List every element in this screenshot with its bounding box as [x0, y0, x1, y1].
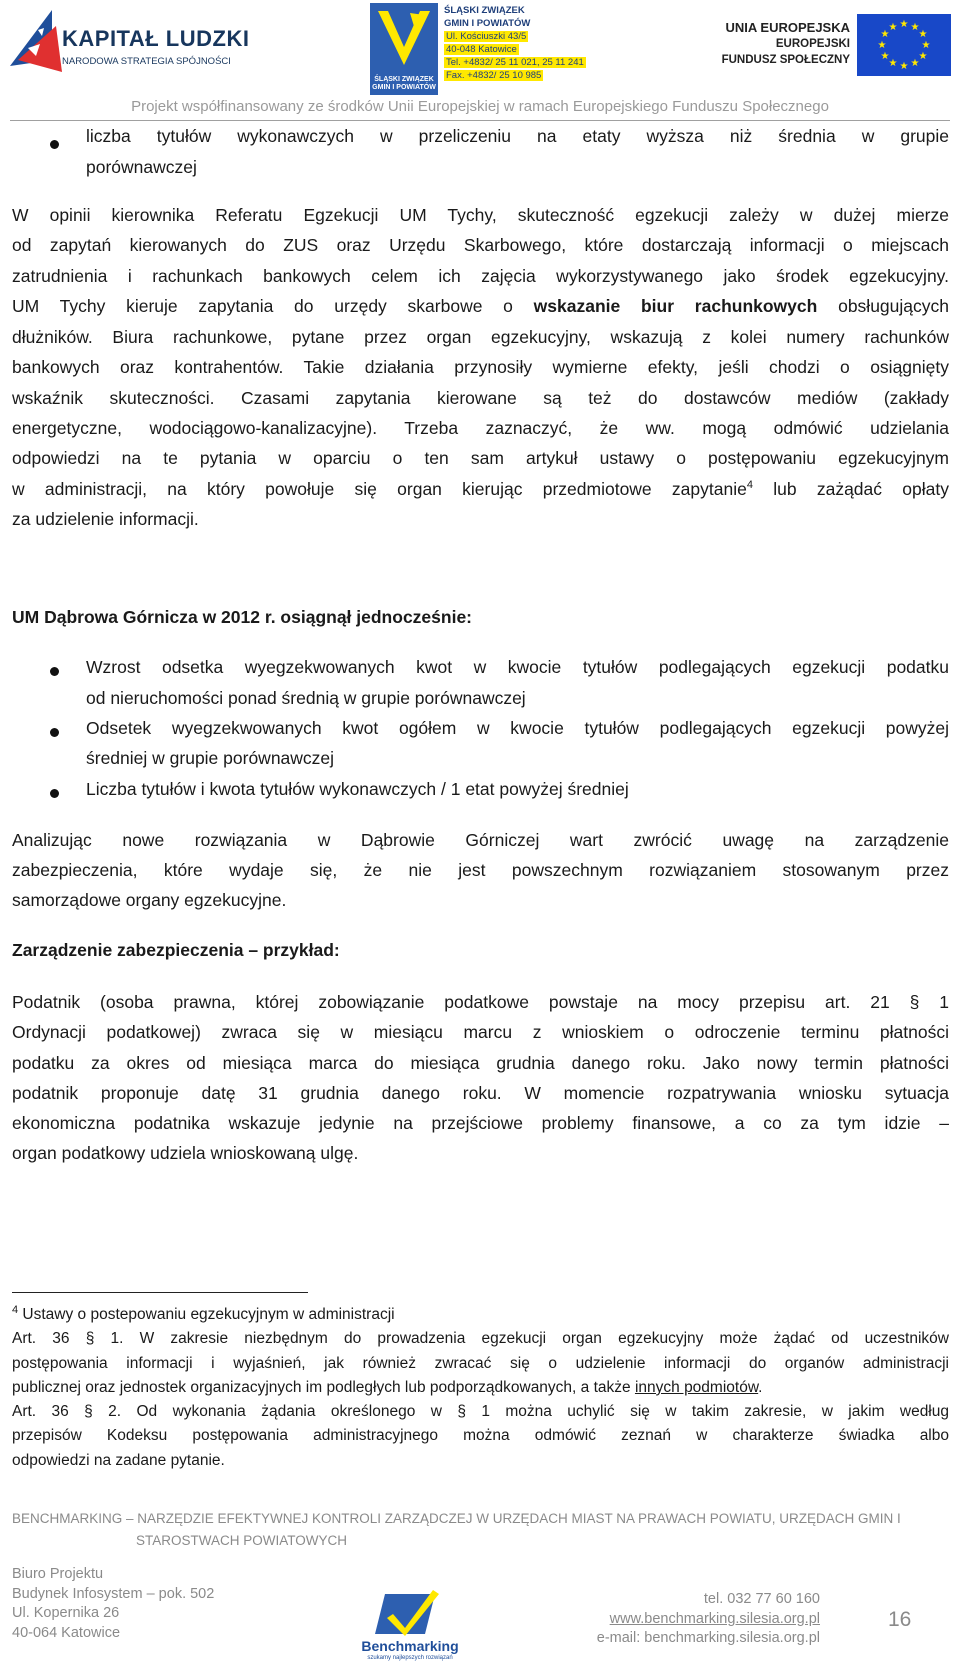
- bold-phrase: wskazanie biur rachunkowych: [533, 296, 818, 316]
- section-heading: UM Dąbrowa Górnicza w 2012 r. osiągnął jednocześnie:: [12, 607, 472, 627]
- eu-flag-icon: [857, 14, 951, 76]
- paragraph-line: ekonomiczna podatnika wskazuje jedynie na przejściowe problemy finansowe, a co za tym idzie –: [12, 1113, 949, 1133]
- svg-text:★: ★: [918, 29, 928, 40]
- footnote-line: publicznej oraz jednostek organizacyjnych im podległych lub podporządkowanych, a także innych podmiotów.: [12, 1379, 763, 1396]
- bullet-dot: [50, 728, 59, 737]
- bullet-dot: [50, 140, 59, 149]
- page-number: 16: [888, 1608, 912, 1631]
- footer-title-line-2: STAROSTWACH POWIATOWYCH: [136, 1533, 347, 1548]
- footnote-title: $^4$ Ustawy o postepowaniu egzekucyjnym w administracji: [12, 1303, 395, 1323]
- paragraph-line: zabezpieczenia, które wydaje się, że nie jest powszechnym rozwiązaniem stosowanym przez: [12, 860, 949, 880]
- paragraph-line: dłużników. Biura rachunkowe, pytane przez organ egzekucyjny, wskazują z kolei numery rachunków: [12, 327, 949, 347]
- paragraph-line: UM Tychy kieruje zapytania do urzędy skarbowe o wskazanie biur rachunkowych obsługujących: [12, 296, 949, 316]
- footnote-line: przepisów Kodeksu postępowania administracyjnego można odmówić zeznań w charakterze świadka albo: [12, 1427, 949, 1444]
- paragraph-line: podatnik proponuje datę 31 grudnia danego roku. W momencie rozpatrywania wniosku sytuacja: [12, 1083, 949, 1103]
- eu-text-block: [700, 20, 850, 68]
- ssgp-tel: Tel. +4832/ 25 11 021, 25 11 241: [446, 57, 584, 68]
- paragraph-line: w administracji, na który powołuje się organ kierując przedmiotowe zapytanie$^4$ lub zażądać opłaty: [12, 479, 949, 499]
- eu-line-1: UNIA EUROPEJSKA: [725, 20, 850, 35]
- bullet-text: od nieruchomości ponad średnią w grupie porównawczej: [86, 688, 526, 708]
- eu-line-2: EUROPEJSKI: [775, 38, 850, 50]
- benchmarking-logo-tagline: szukamy najlepszych rozwiązań: [367, 1655, 453, 1661]
- address-line: Ul. Kopernika 26: [12, 1605, 120, 1622]
- paragraph-line: Podatnik (osoba prawna, której zobowiązanie podatkowe powstaje na mocy przepisu art. 21 § 1: [12, 992, 949, 1012]
- bullet-text: Odsetek wyegzekwowanych kwot ogółem w kwocie tytułów podlegających egzekucji powyżej: [86, 718, 949, 738]
- footer-website-link[interactable]: www.benchmarking.silesia.org.pl: [609, 1610, 820, 1627]
- footnote-ref: 4: [746, 479, 753, 492]
- footer-title-line-1: BENCHMARKING – NARZĘDZIE EFEKTYWNEJ KONTROLI ZARZĄDCZEJ W URZĘDACH MIAST NA PRAWACH POWIATU, URZĘDACH GMIN I: [12, 1511, 901, 1526]
- ssgp-city: 40-048 Katowice: [446, 44, 517, 55]
- paragraph-line: samorządowe organy egzekucyjne.: [12, 890, 287, 910]
- footer-contact: [580, 1590, 820, 1649]
- footnote-number: 4: [12, 1303, 19, 1316]
- benchmarking-logo-name: Benchmarking: [361, 1638, 459, 1654]
- svg-text:★: ★: [880, 29, 890, 40]
- eu-line-3: FUNDUSZ SPOŁECZNY: [721, 54, 850, 66]
- ssgp-street: Ul. Kościuszki 43/5: [446, 31, 527, 42]
- footnote-line: odpowiedzi na zadane pytanie.: [12, 1452, 225, 1469]
- svg-text:★: ★: [899, 61, 909, 72]
- svg-text:★: ★: [888, 22, 898, 33]
- paragraph-line: W opinii kierownika Referatu Egzekucji UM Tychy, skuteczność egzekucji zależy w dużej mierze: [12, 205, 949, 225]
- section-heading: Zarządzenie zabezpieczenia – przykład:: [12, 940, 340, 960]
- ssgp-contact: [444, 4, 586, 82]
- bullet-text: Liczba tytułów i kwota tytułów wykonawczych / 1 etat powyżej średniej: [86, 779, 629, 799]
- paragraph-line: od zapytań kierowanych do ZUS oraz Urzędu Skarbowego, które dostarczają informacji o miejscach: [12, 235, 949, 255]
- svg-text:★: ★: [888, 58, 898, 69]
- footnote-divider: [12, 1292, 308, 1293]
- kapital-ludzki-subtitle: NARODOWA STRATEGIA SPÓJNOŚCI: [62, 56, 231, 67]
- paragraph-line: Analizując nowe rozwiązania w Dąbrowie Górniczej wart zwrócić uwagę na zarządzenie: [12, 830, 949, 850]
- paragraph-line: energetyczne, wodociągowo-kanalizacyjne). Trzeba zaznaczyć, że ww. mogą odmówić udzielania: [12, 418, 949, 438]
- footnote-line: Art. 36 § 1. W zakresie niezbędnym do prowadzenia egzekucji organ egzekucyjny może żądać od uczestników: [12, 1330, 949, 1347]
- footer-title: [12, 1508, 912, 1552]
- ssgp-name-2: GMIN I POWIATÓW: [444, 18, 531, 29]
- footer-email: e-mail: benchmarking.silesia.org.pl: [596, 1630, 820, 1647]
- address-line: Biuro Projektu: [12, 1566, 104, 1582]
- ssgp-fax: Fax. +4832/ 25 10 985: [446, 70, 542, 81]
- paragraph-line: podatku za okres od miesiąca marca do miesiąca grudnia danego roku. Jako nowy termin płatności: [12, 1053, 949, 1073]
- paragraph-line: Ordynacji podatkowej) zwraca się w miesiącu marcu z wnioskiem o odroczenie terminu płatności: [12, 1022, 949, 1042]
- bullet-dot: [50, 667, 59, 676]
- bullet-text: liczba tytułów wykonawczych w przeliczeniu na etaty wyższa niż średnia w grupie: [86, 126, 949, 146]
- kapital-ludzki-title: KAPITAŁ LUDZKI: [62, 26, 250, 51]
- svg-text:★: ★: [877, 40, 887, 51]
- paragraph-line: wskaźnik skuteczności. Czasami zapytania kierowane są też do dostawców mediów (zakłady: [12, 388, 949, 408]
- bullet-text: Wzrost odsetka wyegzekwowanych kwot w kwocie tytułów podlegających egzekucji podatku: [86, 657, 949, 677]
- ssgp-logo-caption: ŚLĄSKI ZWIĄZEK GMIN I POWIATÓW: [372, 76, 436, 91]
- footnote-line: Art. 36 § 2. Od wykonania żądania określonego w § 1 można uchylić się w takim zakresie, w jakim według: [12, 1403, 949, 1420]
- paragraph-line: odpowiedzi na te pytania w oparciu o ten sam artykuł ustawy o postępowaniu egzekucyjnym: [12, 448, 949, 468]
- address-line: 40-064 Katowice: [12, 1624, 121, 1641]
- bullet-dot: [50, 789, 59, 798]
- bullet-text: średniej w grupie porównawczej: [86, 748, 335, 768]
- bullet-text: porównawczej: [86, 157, 197, 177]
- paragraph-line: organ podatkowy udziela wnioskowaną ulgę.: [12, 1143, 359, 1163]
- svg-text:★: ★: [880, 51, 890, 62]
- address-line: Budynek Infosystem – pok. 502: [12, 1585, 215, 1602]
- svg-text:★: ★: [918, 51, 928, 62]
- paragraph-line: bankowych oraz kontrahentów. Takie działania przynosiły wymierne efekty, jeśli chodzi o osiągnięty: [12, 357, 949, 377]
- ssgp-name-1: ŚLĄSKI ZWIĄZEK: [444, 5, 525, 16]
- footnote-link[interactable]: innych podmiotów: [634, 1379, 759, 1396]
- svg-text:★: ★: [910, 58, 920, 69]
- footer-address: [12, 1565, 214, 1643]
- svg-text:★: ★: [899, 19, 909, 30]
- footer-phone: tel. 032 77 60 160: [703, 1591, 820, 1607]
- project-cofinancing-line: Projekt współfinansowany ze środków Unii Europejskiej w ramach Europejskiego Funduszu Społecznego: [131, 98, 829, 115]
- paragraph-line: za udzielenie informacji.: [12, 509, 199, 529]
- svg-text:★: ★: [921, 40, 931, 51]
- footnote-line: postępowania informacji i wyjaśnień, jak również zwracać się o udzielenie informacji do organów administracji: [12, 1355, 949, 1372]
- paragraph-line: zatrudnienia i rachunkach bankowych celem ich zajęcia wykorzystywanego jako środek egzekucyjny.: [12, 266, 949, 286]
- svg-text:★: ★: [910, 22, 920, 33]
